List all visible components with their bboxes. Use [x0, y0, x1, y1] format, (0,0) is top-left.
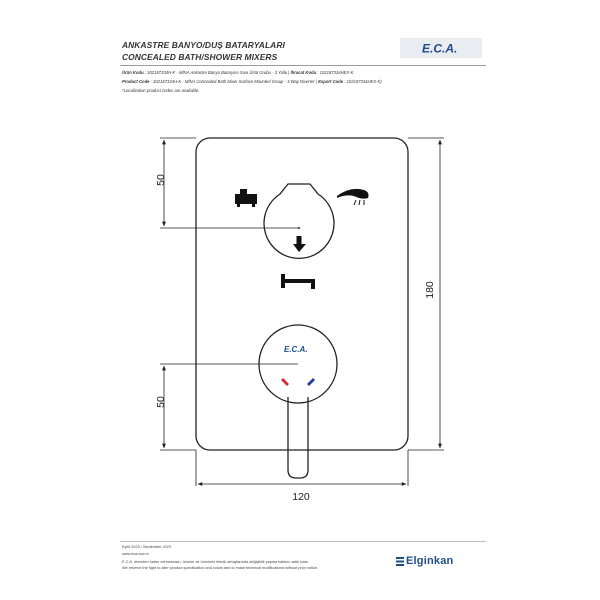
diverter-down-arrow-icon	[293, 236, 306, 252]
hot-water-indicator-icon	[281, 378, 289, 386]
footer-divider	[120, 541, 486, 542]
elginkan-brand: Elginkan	[406, 555, 454, 567]
dim-label-bottom-50: 50	[155, 396, 167, 408]
ihracat-kodu-value: : 102187334HEX-K	[317, 70, 354, 75]
dim-label-180: 180	[424, 281, 436, 299]
urun-kodu-label: Ürün Kodu	[122, 70, 144, 75]
dim-label-120: 120	[292, 491, 310, 503]
elginkan-mark-icon	[396, 557, 404, 566]
ihracat-kodu-label: İhracat Kodu	[290, 70, 317, 75]
footer-notice-en: We reserve the right to alter product specification and colors and to make technical modifications without prior notice.	[122, 566, 319, 570]
document-title-tr: ANKASTRE BANYO/DUŞ BATARYALARI	[122, 40, 285, 50]
document-title-en: CONCEALED BATH/SHOWER MIXERS	[122, 52, 278, 62]
cold-water-indicator-icon	[307, 378, 315, 386]
bath-spout-icon	[281, 274, 315, 289]
footer-notice-tr: E.C.A. önceden haber vermeksizin, ürünler ve ürünlerin teknik detaylarında değişiklik yapma hakkını saklı tutar.	[122, 560, 309, 564]
product-code-value: : 102187334H-K - MİNA Concealed Bath Mixer Surface Mounted Group - 3 Way Diverter |	[150, 79, 317, 84]
hand-shower-icon	[337, 189, 369, 205]
dim-label-top-50: 50	[155, 174, 167, 186]
urun-kodu-value: : 102187334H-K - MİNA Ankastre Banyo Bataryası Sıva Üstü Grubu - 3 Yollu |	[144, 70, 290, 75]
bathtub-icon	[235, 189, 257, 207]
export-code-value: : 102187334HEX-K)	[344, 79, 382, 84]
export-code-label: Export Code	[318, 79, 344, 84]
handle-eca-logo: E.C.A.	[284, 345, 308, 354]
mixer-lever	[288, 397, 308, 478]
footer-website: www.eca.com.tr	[122, 552, 149, 556]
footer-date: Eylül 2023 / September 2023	[122, 545, 171, 549]
product-code-label: Product Code	[122, 79, 150, 84]
localization-note: *Localization product codes are available.	[122, 88, 200, 93]
eca-logo-text: E.C.A.	[422, 41, 458, 56]
